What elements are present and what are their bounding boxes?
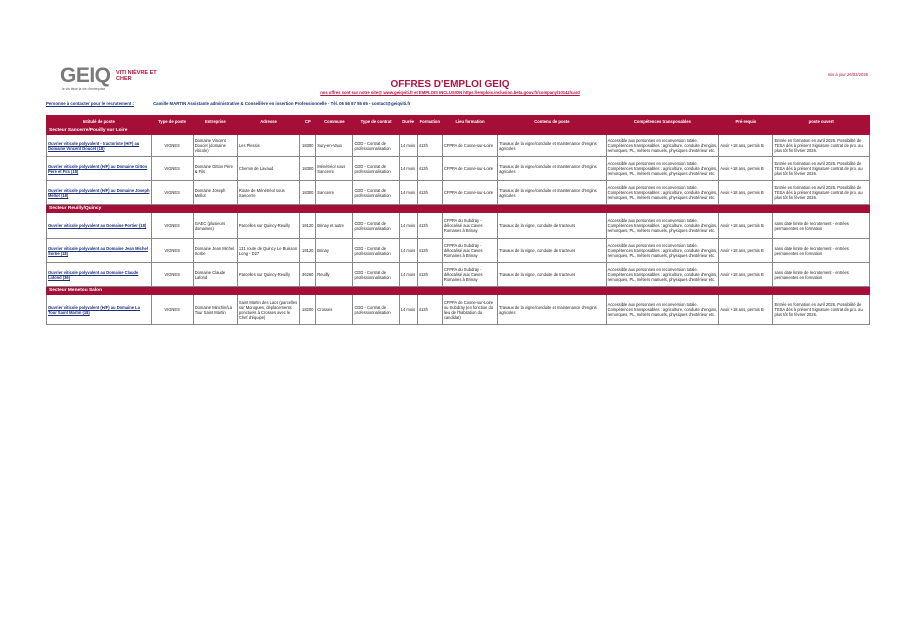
training-hours: 413h	[417, 263, 442, 287]
contract-type: CDD - Contrat de professionnalisation	[353, 181, 399, 205]
col-header: Compétences transposables	[606, 116, 719, 127]
address: Saint Martin des Lacs (parcelles sur Morogues, déplacements ponctuels à Crosses avec le Chef d'équipe)	[237, 295, 299, 325]
company: Domaine Gitton Père & Fils	[193, 157, 237, 181]
transferable-skills: Accessible aux personnes en reconversion totale. Compétences transposables : agriculture, conduite d'engins, remorques, PL, métiers manuels, physiques d'extérieur etc.	[606, 263, 719, 287]
transferable-skills: Accessible aux personnes en reconversion totale. Compétences transposables : agriculture, conduite d'engins, remorques, PL, métiers manuels, physiques d'extérieur etc.	[606, 181, 719, 205]
duration: 14 mois	[399, 263, 417, 287]
duration: 14 mois	[399, 157, 417, 181]
table-row	[47, 239, 870, 263]
col-header: Adresse	[237, 116, 299, 127]
sector-row	[47, 205, 870, 213]
contact-label: Personne à contacter pour le recrutement :	[46, 101, 134, 106]
town: Crosses	[316, 295, 353, 325]
company: Domaine Minchin/La Tour Saint Martin	[193, 295, 237, 325]
postal-code: 18120	[300, 213, 316, 239]
transferable-skills: Accessible aux personnes en reconversion totale. Compétences transposables : agriculture, conduite d'engins, remorques, PL, métiers manuels, physiques d'extérieur etc.	[606, 157, 719, 181]
col-header: Contenu de poste	[498, 116, 607, 127]
prerequisites: Avoir +18 ans, permis B	[719, 239, 773, 263]
prerequisites: Avoir +18 ans, permis B	[719, 181, 773, 205]
duration: 14 mois	[399, 135, 417, 157]
sector-title: Secteur Sancerre/Pouilly sur Loire	[47, 127, 870, 135]
job-title-link[interactable]: Ouvrier viticole polyvalent - tractoriste (H/F) au Domaine Vincent Doucet (18)	[47, 135, 152, 157]
town: Sancerre	[316, 181, 353, 205]
job-content: Travaux de la vigne, conduite de tracteurs	[498, 263, 607, 287]
job-content: Travaux de la vigne, conduite de tracteurs	[498, 239, 607, 263]
training-location: CFPPA du Subdray - délocalisé aux Caves Romanes à Brinay	[442, 213, 497, 239]
col-header: Type de contrat	[353, 116, 399, 127]
prerequisites: Avoir +18 ans, permis B	[719, 157, 773, 181]
job-title-link[interactable]: Ouvrier viticole polyvalent au Domaine Jean Michel Sorbe (18)	[47, 239, 152, 263]
town: Brinay	[316, 239, 353, 263]
training-hours: 413h	[417, 181, 442, 205]
logo-subtitle: VITI NIÈVRE ET CHER	[116, 70, 157, 82]
opening-status: sans date limite de recrutement - entrées permanentes en formation	[773, 239, 870, 263]
training-hours: 413h	[417, 213, 442, 239]
job-type: VIGNES	[151, 239, 193, 263]
postal-code: 18300	[300, 181, 316, 205]
contract-type: CDD - Contrat de professionnalisation	[353, 263, 399, 287]
duration: 14 mois	[399, 239, 417, 263]
job-title-link[interactable]: Ouvrier viticole polyvalent au Domaine Claude Lafond (36)	[47, 263, 152, 287]
table-row	[47, 157, 870, 181]
col-header: Pré-requis	[719, 116, 773, 127]
job-title-link[interactable]: Ouvrier viticole polyvalent (H/F) au Domaine Joseph Mellot (18)	[47, 181, 152, 205]
job-type: VIGNES	[151, 295, 193, 325]
table-row	[47, 213, 870, 239]
duration: 14 mois	[399, 181, 417, 205]
town: Brinay et autre	[316, 213, 353, 239]
company: Domaine Claude Lafond	[193, 263, 237, 287]
job-title-link[interactable]: Ouvrier viticole polyvalent (H/F) au Domaine Gitton Père et Fils (18)	[47, 157, 152, 181]
col-header: Commune	[316, 116, 353, 127]
job-title-link[interactable]: Ouvrier viticole polyvalent au Domaine Portier (18)	[47, 213, 152, 239]
sector-row	[47, 287, 870, 295]
job-content: Travaux de la vigne, conduite de tracteurs	[498, 213, 607, 239]
address: Les Plessis	[237, 135, 299, 157]
opening-status: sans date limite de recrutement - entrées permanentes en formation	[773, 263, 870, 287]
sector-title: Secteur Reuilly/Quincy	[47, 205, 870, 213]
table-row	[47, 181, 870, 205]
opening-status: Entrée en formation en avril 2026. Possibilité de TESA dès à présent Signature contrat de pro. au plus tôt fin février 2026.	[773, 135, 870, 157]
job-content: Travaux de la vigne/conduite et maintenance d'engins agricoles	[498, 157, 607, 181]
company: GAEC (plusieurs domaines)	[193, 213, 237, 239]
town: Ménétréol sous Sancerre	[316, 157, 353, 181]
duration: 14 mois	[399, 295, 417, 325]
col-header: Intitulé de poste	[47, 116, 152, 127]
prerequisites: Avoir +18 ans, permis B	[719, 295, 773, 325]
address: Parcelles sur Quincy-Reuilly	[237, 263, 299, 287]
training-hours: 413h	[417, 295, 442, 325]
prerequisites: Avoir +18 ans, permis B	[719, 263, 773, 287]
training-location: CFPPA de Cosne-sur-Loire	[442, 181, 497, 205]
training-location: CFPPA du Subdray - délocalisé aux Caves Romanes à Brinay	[442, 263, 497, 287]
update-date: mis à jour 26/03/2026	[827, 72, 868, 77]
job-type: VIGNES	[151, 135, 193, 157]
job-title-link[interactable]: Ouvrier viticole polyvalent (H/F) au Domaine La Tour Saint Martin (18)	[47, 295, 152, 325]
job-type: VIGNES	[151, 157, 193, 181]
prerequisites: Avoir +18 ans, permis B	[719, 213, 773, 239]
sector-title: Secteur Menetou Salon	[47, 287, 870, 295]
job-type: VIGNES	[151, 181, 193, 205]
job-content: Travaux de la vigne/conduite et maintenance d'engins agricoles	[498, 295, 607, 325]
col-header: Lieu formation	[442, 116, 497, 127]
training-location: CFPPA de Cosne-sur-Loire	[442, 135, 497, 157]
duration: 14 mois	[399, 213, 417, 239]
col-header: poste ouvert	[773, 116, 870, 127]
contact-line	[46, 101, 410, 106]
company: Domaine Vincent Doucet (domaine viticole)	[193, 135, 237, 157]
transferable-skills: Accessible aux personnes en reconversion totale. Compétences transposables : agriculture, conduite d'engins, remorques, PL, métiers manuels, physiques d'extérieur etc.	[606, 239, 719, 263]
col-header: Durée	[399, 116, 417, 127]
col-header: Entreprise	[193, 116, 237, 127]
postal-code: 18200	[300, 295, 316, 325]
opening-status: Entrée en formation en avril 2026. Possibilité de TESA dès à présent Signature contrat de pro. au plus tôt fin février 2026.	[773, 295, 870, 325]
address: Route de Ménétréol sous Sancerre	[237, 181, 299, 205]
page-title: OFFRES D'EMPLOI GEIQ	[390, 79, 510, 90]
opening-status: Entrée en formation en avril 2026. Possibilité de TESA dès à présent Signature contrat de pro. au plus tôt fin février 2026.	[773, 181, 870, 205]
company: Domaine Jean Michel Sorbe	[193, 239, 237, 263]
logo-tagline: le vin tisse la vie d'entreprise	[62, 87, 106, 91]
prerequisites: Avoir +18 ans, permis B	[719, 135, 773, 157]
table-row	[47, 295, 870, 325]
contract-type: CDD - Contrat de professionnalisation	[353, 135, 399, 157]
town: Reuilly	[316, 263, 353, 287]
contract-type: CDD - Contrat de professionnalisation	[353, 295, 399, 325]
transferable-skills: Accessible aux personnes en reconversion totale. Compétences transposables : agriculture, conduite d'engins, remorques, PL, métiers manuels, physiques d'extérieur etc.	[606, 295, 719, 325]
postal-code: 18300	[300, 157, 316, 181]
page-subtitle-links[interactable]: nos offres sont sur notre site@ www.geiqviti.fr et EMPLOIS INCLUSION https://emplois.inclusion.beta.gouv.fr/company/10142/card	[320, 90, 580, 95]
training-hours: 413h	[417, 135, 442, 157]
contract-type: CDD - Contrat de professionnalisation	[353, 239, 399, 263]
address: Chemin de Lavaud	[237, 157, 299, 181]
contract-type: CDD - Contrat de professionnalisation	[353, 213, 399, 239]
contact-value: Camille MARTIN Assistante administrative & Conseillère en insertion Professionnelle - Tél. 06 56 67 55 65 - contact@geiqviti.fr	[153, 101, 411, 106]
table-header-row	[47, 116, 870, 127]
transferable-skills: Accessible aux personnes en reconversion totale. Compétences transposables : agriculture, conduite d'engins, remorques, PL, métiers manuels, physiques d'extérieur etc.	[606, 135, 719, 157]
address: 131 route de Quincy Le Buisson Long - D27	[237, 239, 299, 263]
training-location: CFPPA du Subdray - délocalisé aux Caves Romanes à Brinay	[442, 239, 497, 263]
training-hours: 413h	[417, 239, 442, 263]
postal-code: 18300	[300, 135, 316, 157]
job-type: VIGNES	[151, 263, 193, 287]
table-row	[47, 135, 870, 157]
opening-status: sans date limite de recrutement - entrées permanentes en formation	[773, 213, 870, 239]
job-content: Travaux de la vigne/conduite et maintenance d'engins agricoles	[498, 181, 607, 205]
logo-brand: GEIQ	[60, 64, 111, 87]
postal-code: 18120	[300, 239, 316, 263]
training-hours: 413h	[417, 157, 442, 181]
job-content: Travaux de la vigne/conduite et maintenance d'engins agricoles	[498, 135, 607, 157]
address: Parcelles sur Quincy-Reuilly	[237, 213, 299, 239]
sector-row	[47, 127, 870, 135]
contract-type: CDD - Contrat de professionnalisation	[353, 157, 399, 181]
company: Domaine Joseph Mellot	[193, 181, 237, 205]
col-header: Formation	[417, 116, 442, 127]
opening-status: Entrée en formation en avril 2026. Possibilité de TESA dès à présent Signature contrat de pro. au plus tôt fin février 2026.	[773, 157, 870, 181]
training-location: CFPPA de Cosne-sur-Loire ou Subdray (en fonction du lieu de l'habitation du candidat)	[442, 295, 497, 325]
postal-code: 36260	[300, 263, 316, 287]
transferable-skills: Accessible aux personnes en reconversion totale. Compétences transposables : agriculture, conduite d'engins, remorques, PL, métiers manuels, physiques d'extérieur etc.	[606, 213, 719, 239]
col-header: CP	[300, 116, 316, 127]
town: Sury-en-Vaux	[316, 135, 353, 157]
job-offers-table	[46, 115, 870, 325]
col-header: Type de poste	[151, 116, 193, 127]
training-location: CFPPA de Cosne-sur-Loire	[442, 157, 497, 181]
job-type: VIGNES	[151, 213, 193, 239]
table-row	[47, 263, 870, 287]
